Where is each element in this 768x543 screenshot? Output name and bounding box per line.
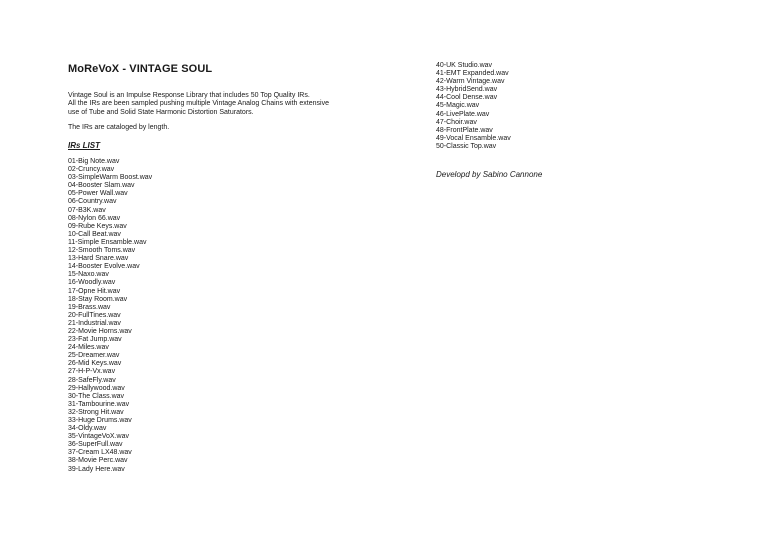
ir-list-item: 30-The Class.wav [68, 392, 125, 400]
ir-list-item: 17-Opne Hit.wav [68, 287, 121, 295]
ir-list-item: 41-EMT Expanded.wav [436, 70, 509, 78]
intro-line: All the IRs are been sampled pushing multiple Vintage Analog Chains with extensive [68, 100, 329, 108]
ir-list-item: 26-Mid Keys.wav [68, 360, 122, 368]
ir-list-item: 36-SuperFull.wav [68, 441, 123, 449]
intro-line: Vintage Soul is an Impulse Response Library that includes 50 Top Quality IRs. [68, 92, 310, 99]
ir-list-item: 07-B3K.wav [68, 206, 106, 214]
developer-credit: Developd by Sabino Cannone [436, 170, 543, 179]
ir-list-item: 44-Cool Dense.wav [436, 94, 498, 102]
ir-list-item: 23-Fat Jump.wav [68, 336, 122, 344]
ir-list-item: 25-Dreamer.wav [68, 352, 120, 360]
ir-list-item: 37-Cream LX48.wav [68, 449, 132, 457]
ir-list-item: 13-Hard Snare.wav [68, 255, 129, 263]
ir-list-item: 38-Movie Perc.wav [68, 457, 128, 465]
ir-list-item: 12-Smooth Toms.wav [68, 247, 136, 255]
ir-list-item: 45-Magic.wav [436, 102, 480, 110]
ir-list-item: 27-H-P-Vx.wav [68, 368, 116, 376]
ir-list-item: 47-Choir.wav [436, 118, 477, 126]
ir-list-item: 42-Warm Vintage.wav [436, 78, 505, 86]
ir-list-item: 48-FrontPlate.wav [436, 126, 493, 134]
intro-line: use of Tube and Solid State Harmonic Distortion Saturators. [68, 108, 254, 116]
ir-list-item: 33-Huge Drums.wav [68, 417, 132, 424]
ir-list-item: 31-Tambourine.wav [68, 400, 130, 408]
ir-list-item: 08-Nylon 66.wav [68, 214, 121, 222]
ir-list-item: 34-Oldy.wav [68, 425, 107, 433]
ir-list-item: 24-Miles.wav [68, 344, 109, 352]
ir-list-item: 16-Woodly.wav [68, 279, 116, 287]
ir-list-item: 03-SimpleWarm Boost.wav [68, 174, 153, 182]
ir-list-item: 43-HybridSend.wav [436, 86, 498, 94]
ir-list-item: 22-Movie Horns.wav [68, 327, 132, 335]
ir-list-right [436, 62, 511, 151]
ir-list-item: 46-LivePlate.wav [436, 110, 490, 118]
intro-paragraph [68, 92, 368, 117]
ir-list-item: 39-Lady Here.wav [68, 465, 125, 473]
ir-list-item: 15-Naxo.wav [68, 271, 109, 279]
catalog-note: The IRs are cataloged by length. [68, 124, 170, 131]
ir-list-item: 28-SafeFly.wav [68, 376, 116, 384]
ir-list-item: 04-Booster Slam.wav [68, 182, 135, 190]
ir-list-item: 01-Big Note.wav [68, 158, 120, 165]
ir-list-item: 05-Power Wall.wav [68, 190, 128, 198]
ir-list-item: 18-Stay Room.wav [68, 295, 128, 303]
ir-list-heading: IRs LIST [68, 141, 101, 150]
ir-list-item: 10-Call Beat.wav [68, 230, 121, 238]
ir-list-item: 29-Hallywood.wav [68, 384, 125, 392]
ir-list-item: 19-Brass.wav [68, 303, 111, 311]
ir-list-item: 21-Industrial.wav [68, 319, 121, 327]
ir-list-item: 32-Strong Hit.wav [68, 408, 124, 416]
ir-list-item: 35-VintageVoX.wav [68, 433, 129, 441]
ir-list-item: 49-Vocal Ensamble.wav [436, 134, 511, 142]
ir-list-item: 14-Booster Evolve.wav [68, 263, 140, 271]
ir-list-item: 11-Simple Ensamble.wav [68, 238, 147, 246]
ir-list-item: 20-FullTines.wav [68, 311, 121, 319]
ir-list-item: 40-UK Studio.wav [436, 62, 493, 69]
ir-list-item: 02-Cruncy.wav [68, 166, 115, 174]
ir-list-item: 09-Rube Keys.wav [68, 222, 127, 230]
ir-list-item: 06-Country.wav [68, 198, 117, 206]
document-title: MoReVoX - VINTAGE SOUL [68, 63, 213, 75]
ir-list-item: 50-Classic Top.wav [436, 142, 497, 150]
ir-list-left [68, 158, 152, 474]
